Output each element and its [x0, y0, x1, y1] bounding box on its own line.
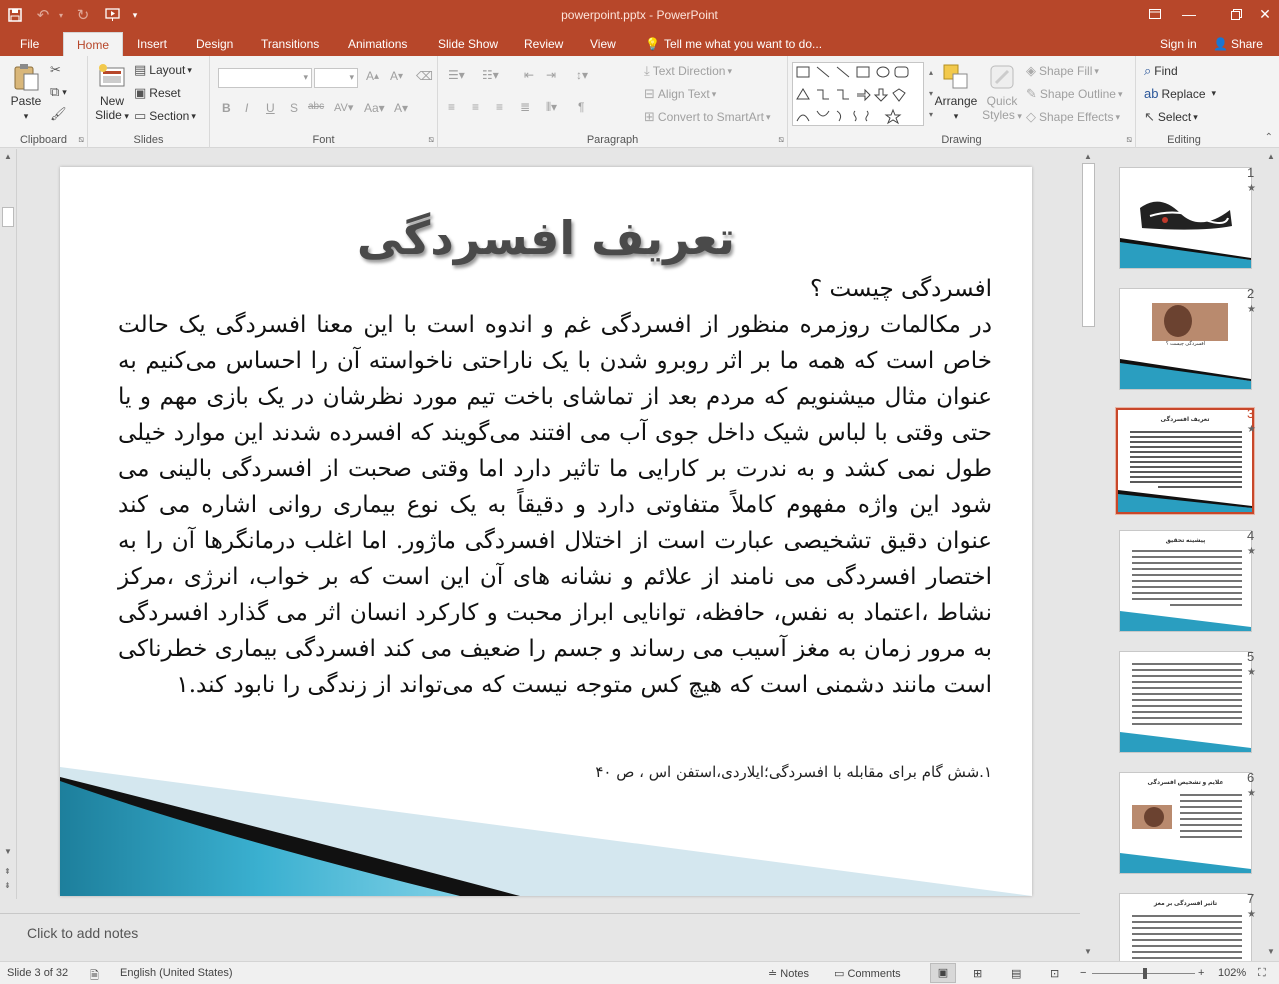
redo-icon[interactable]: ↻ [76, 7, 90, 24]
shape-fill-button[interactable]: ◈ Shape Fill ▾ [1026, 63, 1099, 78]
text-direction-label: Text Direction [652, 64, 726, 78]
thumbnail-1-star-icon: ★ [1247, 183, 1256, 194]
prev-slide-icon[interactable]: ⇞ [4, 867, 11, 876]
language-indicator[interactable]: English (United States) [120, 967, 233, 979]
shape-fill-label: Shape Fill [1039, 64, 1093, 78]
numbering-icon[interactable]: ☷▾ [482, 68, 499, 82]
thumbnail-slide-4[interactable] [1119, 528, 1255, 632]
paste-label: Paste [10, 94, 42, 108]
align-left-icon[interactable]: ≡ [448, 100, 456, 114]
new-slide-label-1: New [99, 94, 124, 108]
thumbnail-7-text: تاثیر افسردگی بر مغز [1153, 901, 1218, 907]
shapes-gallery[interactable] [792, 62, 924, 126]
normal-view-icon[interactable]: ▣ [930, 963, 956, 983]
fit-to-window-icon[interactable]: ⛶ [1258, 967, 1266, 979]
paragraph-group [438, 56, 788, 148]
line-spacing-icon[interactable]: ↕▾ [576, 68, 589, 82]
zoom-level[interactable]: 102% [1218, 967, 1247, 979]
shape-effects-button[interactable]: ◇ Shape Effects ▾ [1026, 109, 1121, 124]
shapes-gallery-icons [793, 63, 923, 125]
thumbnail-6-text: علایم و تشخیص افسردگی [1147, 780, 1224, 786]
paragraph-group-label: Paragraph [586, 134, 639, 146]
align-text-button[interactable]: ⊟ Align Text ▾ [644, 86, 717, 101]
thumbnail-6-star-icon: ★ [1247, 788, 1256, 799]
font-group [210, 56, 438, 148]
paintbrush-icon: 🖌 [50, 106, 67, 121]
quick-styles-icon [987, 62, 1017, 92]
arrange-button[interactable]: Arrange ▾ [932, 62, 980, 123]
zoom-in-icon[interactable]: + [1198, 967, 1205, 979]
close-icon[interactable]: ✕ [1259, 5, 1271, 22]
find-label: Find [1154, 64, 1178, 78]
thumbnail-4-number: 4 [1247, 528, 1255, 543]
reset-label: Reset [149, 86, 181, 100]
minimize-icon[interactable]: — [1182, 6, 1196, 22]
slideshow-view-icon[interactable]: ⊡ [1050, 968, 1060, 980]
thumbnail-4-text: پیشینه تحقیق [1165, 538, 1206, 544]
share-label: Share [1230, 37, 1263, 51]
clipboard-group [0, 56, 88, 148]
slide-question: افسردگی چیست ؟ [809, 276, 992, 302]
ribbon-tabs [0, 32, 1279, 56]
increase-indent-icon[interactable]: ⇥ [546, 68, 557, 82]
title-bar [0, 0, 1279, 32]
thumbnail-2-number: 2 [1247, 286, 1255, 301]
tell-me-search[interactable] [645, 32, 822, 56]
scissors-icon: ✂ [50, 62, 61, 77]
drawing-group-label: Drawing [941, 134, 982, 146]
font-color-icon[interactable]: A▾ [394, 101, 409, 115]
thumbnail-3-art [1118, 410, 1252, 512]
thumbnail-5-star-icon: ★ [1247, 667, 1256, 678]
thumbnail-2-star-icon: ★ [1247, 304, 1256, 315]
new-slide-label-2: Slide [95, 108, 122, 122]
shape-outline-button[interactable]: ✎ Shape Outline ▾ [1026, 86, 1123, 101]
sign-in-link[interactable]: Sign in [1160, 37, 1197, 51]
slides-group [88, 56, 210, 148]
find-button[interactable] [1144, 63, 1178, 79]
copy-icon: ⧉ [50, 84, 60, 99]
paste-icon [11, 62, 41, 92]
copy-button[interactable]: ⧉ ▾ [50, 84, 67, 99]
tab-view[interactable]: View [590, 37, 616, 51]
thumbnail-4-art [1120, 531, 1251, 631]
tab-home[interactable]: Home [63, 32, 123, 56]
next-slide-icon[interactable]: ⇟ [4, 881, 11, 890]
tab-design[interactable]: Design [196, 37, 234, 51]
tab-insert[interactable]: Insert [137, 37, 168, 51]
align-right-icon[interactable]: ≡ [496, 100, 504, 114]
tab-review[interactable]: Review [524, 37, 564, 51]
columns-icon[interactable]: ⫴▾ [546, 100, 558, 114]
thumbnail-slide-7[interactable] [1119, 891, 1255, 961]
convert-smartart-button[interactable]: ⊞ Convert to SmartArt ▾ [644, 109, 771, 124]
tab-animations[interactable]: Animations [348, 37, 408, 51]
zoom-out-icon[interactable]: − [1080, 967, 1087, 979]
window-title: powerpoint.pptx - PowerPoint [561, 8, 718, 22]
notes-button-label: Notes [780, 968, 810, 980]
notes-placeholder: Click to add notes [27, 925, 139, 941]
reset-icon: ▣ [134, 85, 147, 100]
drawing-launcher-icon[interactable]: ⧅ [1126, 134, 1132, 144]
bold-icon[interactable]: B [222, 101, 231, 115]
quick-styles-label-1: Quick [986, 94, 1018, 108]
notes-button[interactable] [768, 967, 809, 980]
convert-smartart-label: Convert to SmartArt [657, 110, 764, 124]
person-icon: 👤 [1213, 37, 1228, 51]
thumbnail-4-star-icon: ★ [1247, 546, 1256, 557]
slide-body-text[interactable] [118, 271, 992, 703]
main-scroll-up-icon[interactable]: ▲ [1084, 152, 1092, 161]
align-text-label: Align Text [657, 87, 710, 101]
undo-dropdown-icon[interactable]: ▾ [58, 10, 63, 20]
thumbnail-6-number: 6 [1247, 770, 1255, 785]
select-button[interactable]: ↖ Select ▾ [1144, 109, 1198, 124]
thumbnail-slide-6[interactable] [1119, 770, 1255, 874]
arrange-label: Arrange [934, 94, 978, 108]
search-icon: ⌕ [1144, 63, 1152, 78]
clipboard-launcher-icon[interactable]: ⧅ [78, 134, 84, 144]
paint-bucket-icon: ◈ [1026, 63, 1036, 78]
notes-pane[interactable] [0, 913, 1080, 961]
select-label: Select [1157, 110, 1192, 124]
undo-icon[interactable]: ↶ [36, 7, 50, 24]
thumbs-scroll-up-icon[interactable]: ▲ [1267, 152, 1275, 161]
thumbnail-6-art [1120, 773, 1251, 873]
slide-count: Slide 3 of 32 [7, 967, 69, 979]
comment-icon: ▭ [834, 968, 848, 980]
quick-styles-button[interactable]: Quick Styles ▾ [980, 62, 1024, 123]
thumbnail-2-text: افسردگی چیست ؟ [1165, 341, 1206, 347]
thumbnails-scrollbar[interactable] [1263, 149, 1279, 961]
drawing-group [788, 56, 1136, 148]
thumbnail-5-art [1120, 652, 1251, 752]
customize-qat-icon[interactable]: ▾ [132, 9, 138, 20]
scroll-down-icon[interactable]: ▼ [4, 847, 12, 856]
font-group-label: Font [312, 134, 335, 146]
slide-footnote[interactable]: ۱.شش گام برای مقابله با افسردگی؛ایلاردی،استفن اس ، ص ۴۰ [595, 763, 992, 781]
layout-icon: ▤ [134, 62, 147, 77]
thumbnail-slide-1[interactable] [1119, 165, 1255, 269]
thumbnail-slide-5[interactable] [1119, 649, 1255, 753]
format-painter-button[interactable] [50, 106, 70, 122]
zoom-slider-thumb[interactable] [1143, 968, 1147, 979]
bullets-icon[interactable]: ☰▾ [448, 68, 465, 82]
clipboard-group-label: Clipboard [19, 134, 68, 146]
thumbnail-1-number: 1 [1247, 165, 1255, 180]
shadow-icon[interactable]: S [290, 101, 299, 115]
main-scroll-thumb[interactable] [1082, 163, 1095, 327]
character-spacing-icon[interactable]: AV▾ [334, 102, 354, 114]
editing-group-label: Editing [1167, 134, 1201, 146]
tell-me-label: Tell me what you want to do... [663, 37, 823, 51]
replace-icon: ab [1144, 86, 1159, 101]
reading-view-icon[interactable]: ▤ [1011, 968, 1022, 980]
comments-button[interactable] [834, 967, 901, 980]
thumbs-scroll-down-icon[interactable]: ▼ [1267, 947, 1275, 956]
thumbnail-slide-3[interactable] [1116, 408, 1254, 514]
thumbnail-5-number: 5 [1247, 649, 1255, 664]
section-label: Section [149, 109, 190, 123]
left-scrollbar[interactable] [0, 149, 17, 899]
comments-button-label: Comments [847, 968, 901, 980]
arrange-icon [941, 62, 971, 92]
status-bar [0, 961, 1279, 984]
main-scroll-down-icon[interactable]: ▼ [1084, 947, 1092, 956]
strikethrough-icon[interactable]: abc [308, 101, 325, 112]
text-direction-icon: ⤓ [644, 63, 650, 78]
clear-formatting-icon[interactable]: ⌫ [416, 69, 433, 83]
slide-title[interactable]: تعریف افسردگی [356, 211, 736, 265]
smartart-icon: ⊞ [644, 109, 655, 124]
decrease-indent-icon[interactable]: ⇤ [524, 68, 535, 82]
layout-label: Layout [149, 63, 186, 77]
shapes-gallery-scroll-icon[interactable]: ▴ ▾ ▾ [928, 68, 933, 119]
font-launcher-icon[interactable]: ⧅ [428, 134, 434, 144]
new-slide-button[interactable]: New Slide ▾ [92, 62, 132, 123]
reset-button[interactable] [134, 85, 181, 101]
thumbnail-2-art [1120, 289, 1251, 389]
slide-canvas[interactable] [60, 167, 1032, 896]
slide-paragraph: در مکالمات روزمره منظور از افسردگی غم و اندوه است با این معنا افسردگی یک حالت خاص است که همه ما بر اثر روبرو شدن با یک ناراحتی ناخواسته آن را احساس می‌کنیم به عنوان مثال میشنویم که مردم بعد از تماشای باخت تیم مورد نظرشان در یک بازی مهم و یا حتی وقتی با لباس شیک داخل جوی آب می افتند می‌گویند که افسرده شدند این موارد خیلی طول نمی کشد و به ندرت بر کارایی ما تاثیر دارد اما وقتی صحبت از افسردگی بالینی می شود این واژه مفهوم کاملاً متفاوتی دارد و دقیقاً به یک نوع بیماری روانی اشاره می کند عنوان دقیق تشخیصی عبارت است از اختلال افسردگی ماژور. اما اغلب درمانگرها آن را به اختصار افسردگی می نامند از علائم و نشانه های آن این است که بر خواب، انرژی ،مرکز نشاط ،اعتماد به نفس، حافظه، توانایی ابراز محبت و کارکرد انسان اثر می گذارد افسردگی به مرور زمان به مغز آسیب می رساند و جسم را ضعیف می کند افسردگی بیماری خطرناکی است مانند دشمنی است که هیچ کس متوجه نیست که می‌تواند از زندگی را نابود کند.۱ [118, 312, 992, 698]
thumbnail-7-number: 7 [1247, 891, 1255, 906]
cursor-icon: ↖ [1144, 109, 1155, 124]
decrease-font-icon[interactable]: A ▾ [390, 69, 404, 83]
replace-button[interactable]: ab Replace ▾ [1144, 86, 1217, 101]
font-size-field[interactable]: ▾ [314, 68, 358, 88]
replace-label: Replace [1161, 86, 1206, 101]
editing-group [1136, 56, 1232, 148]
thumbnail-3-text: تعریف افسردگی [1160, 417, 1210, 423]
slides-group-label: Slides [133, 134, 164, 146]
align-center-icon[interactable]: ≡ [472, 100, 480, 114]
align-text-icon: ⊟ [644, 86, 655, 101]
spell-check-icon[interactable]: 🗎 [90, 970, 99, 982]
paste-button[interactable]: Paste ▾ [6, 62, 46, 123]
share-button[interactable] [1213, 32, 1263, 56]
increase-font-icon[interactable]: A ▴ [366, 69, 380, 83]
thumbnail-3-star-icon: ★ [1247, 424, 1256, 435]
section-button[interactable]: ▭ Section ▾ [134, 108, 196, 123]
section-icon: ▭ [134, 108, 147, 123]
font-name-field[interactable]: ▾ [218, 68, 312, 88]
cut-button[interactable] [50, 62, 64, 78]
lightbulb-icon: 💡 [645, 37, 660, 51]
shape-outline-label: Shape Outline [1039, 87, 1116, 101]
main-vertical-scrollbar[interactable] [1080, 149, 1097, 961]
notes-icon: ≐ [768, 968, 781, 980]
change-case-icon[interactable]: Aa▾ [364, 101, 385, 115]
new-slide-icon [97, 62, 127, 92]
left-scroll-thumb[interactable] [2, 207, 14, 227]
thumbnail-7-star-icon: ★ [1247, 909, 1256, 920]
layout-button[interactable]: ▤ Layout ▾ [134, 62, 192, 77]
collapse-ribbon-icon[interactable]: ⌃ [1264, 132, 1273, 143]
pen-icon: ✎ [1026, 86, 1037, 101]
scroll-up-icon[interactable]: ▲ [4, 152, 12, 161]
text-direction-button[interactable]: ⤓ Text Direction ▾ [644, 63, 732, 78]
ribbon-display-options-icon[interactable] [1138, 0, 1172, 28]
shape-effects-label: Shape Effects [1039, 110, 1114, 124]
ribbon [0, 56, 1279, 148]
tab-file[interactable]: File [20, 37, 40, 51]
tab-slide-show[interactable]: Slide Show [438, 37, 499, 51]
tab-transitions[interactable]: Transitions [261, 37, 320, 51]
thumbnail-slide-2[interactable] [1119, 286, 1255, 390]
slide-sorter-icon[interactable]: ⊞ [973, 968, 983, 980]
justify-icon[interactable]: ≣ [520, 100, 531, 114]
underline-icon[interactable]: U [266, 101, 275, 115]
slide-decoration-wave [60, 767, 1032, 896]
thumbnail-3-number: 3 [1247, 406, 1255, 421]
thumbnail-1-art [1120, 168, 1251, 268]
shape-effects-icon: ◇ [1026, 109, 1036, 124]
slide-thumbnails-panel [1097, 149, 1279, 961]
zoom-slider[interactable] [1092, 973, 1195, 974]
rtl-icon[interactable]: ¶ [578, 100, 585, 114]
italic-icon[interactable]: I [245, 101, 249, 115]
paragraph-launcher-icon[interactable]: ⧅ [778, 134, 784, 144]
quick-styles-label-2: Styles [982, 108, 1015, 122]
